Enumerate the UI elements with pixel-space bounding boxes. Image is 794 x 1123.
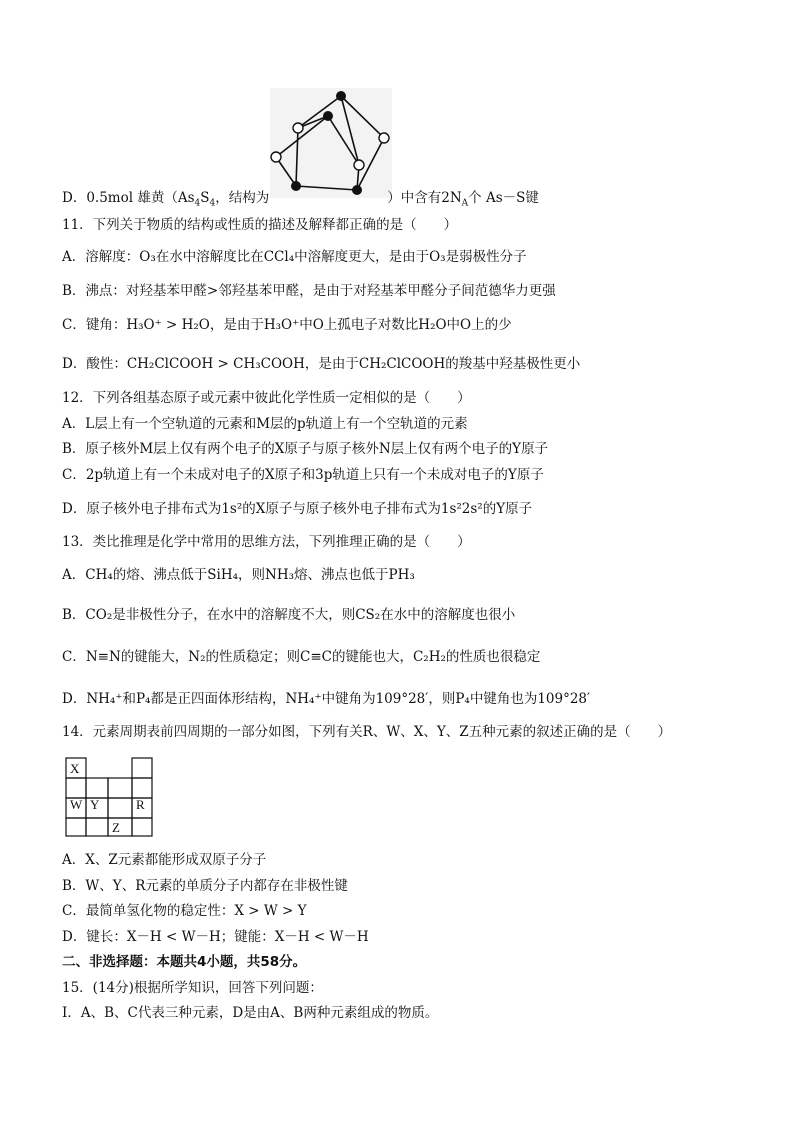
q11-option-b: B．沸点：对羟基苯甲醛>邻羟基苯甲醛，是由于对羟基苯甲醛分子间范德华力更强	[62, 283, 556, 299]
q10d-mid: ，结构为	[215, 190, 270, 206]
cell-x: X	[70, 761, 80, 776]
q11-option-d: D．酸性：CH₂ClCOOH > CH₃COOH，是由于CH₂ClCOOH的羧基中羟基极性更小	[62, 356, 581, 372]
q14-option-a: A．X、Z元素都能形成双原子分子	[62, 852, 267, 868]
cell-z: Z	[112, 820, 120, 835]
cell-w: W	[70, 797, 83, 812]
q13-option-c: C．N≡N的键能大，N₂的性质稳定；则C≡C的键能也大，C₂H₂的性质也很稳定	[62, 649, 541, 665]
section-2-heading: 二、非选择题：本题共4小题，共58分。	[62, 954, 307, 970]
q12-option-d: D．原子核外电子排布式为1s²的X原子与原子核外电子排布式为1s²2s²的Y原子	[62, 501, 533, 517]
q13-option-d: D．NH₄⁺和P₄都是正四面体形结构，NH₄⁺中键角为109°28′，则P₄中键角也为109°28′	[62, 691, 591, 707]
q15-part1: Ⅰ．A、B、C代表三种元素，D是由A、B两种元素组成的物质。	[62, 1005, 439, 1021]
q10d-label: D．0.5mol 雄黄（	[62, 190, 178, 206]
q10-option-d: D．0.5mol 雄黄（$As_4S_4$，结构为 ）中含有$2N_A$个 As－S键	[62, 190, 539, 209]
q12-option-b: B．原子核外M层上仅有两个电子的X原子与原子核外N层上仅有两个电子的Y原子	[62, 441, 549, 457]
q14-stem: 14．元素周期表前四周期的一部分如图，下列有关R、W、X、Y、Z五种元素的叙述正确的是（ ）	[62, 724, 672, 740]
periodic-table-fragment	[62, 752, 162, 838]
q11-option-a: A．溶解度：O₃在水中溶解度比在CCl₄中溶解度更大，是由于O₃是弱极性分子	[62, 249, 527, 265]
q14-option-d: D．键长：X－H < W－H；键能：X－H < W－H	[62, 929, 369, 945]
periodic-table-svg	[62, 752, 162, 838]
q14-option-b: B．W、Y、R元素的单质分子内都存在非极性键	[62, 878, 348, 894]
q15-stem: 15．(14分)根据所学知识，回答下列问题：	[62, 980, 323, 996]
as4s4-structure-svg	[270, 88, 392, 198]
q12-option-c: C．2p轨道上有一个未成对电子的X原子和3p轨道上只有一个未成对电子的Y原子	[62, 467, 544, 483]
q10d-formula: $As_4S_4$	[177, 190, 216, 209]
cell-y: Y	[90, 797, 100, 812]
q13-stem: 13．类比推理是化学中常用的思维方法，下列推理正确的是（ ）	[62, 534, 471, 550]
q12-stem: 12．下列各组基态原子或元素中彼此化学性质一定相似的是（ ）	[62, 390, 471, 406]
q12-option-a: A．L层上有一个空轨道的元素和M层的p轨道上有一个空轨道的元素	[62, 416, 468, 432]
q11-option-c: C．键角：H₃O⁺ > H₂O，是由于H₃O⁺中O上孤电子对数比H₂O中O上的少	[62, 317, 512, 333]
q11-stem: 11．下列关于物质的结构或性质的描述及解释都正确的是（ ）	[62, 217, 458, 233]
q10d-tail: ）中含有2N	[387, 190, 462, 206]
q14-option-c: C．最简单氢化物的稳定性：X > W > Y	[62, 903, 307, 919]
cell-r: R	[136, 797, 145, 812]
q13-option-a: A．CH₄的熔、沸点低于SiH₄，则NH₃熔、沸点也低于PH₃	[62, 567, 415, 583]
q13-option-b: B．CO₂是非极性分子，在水中的溶解度不大，则CS₂在水中的溶解度也很小	[62, 607, 516, 623]
as4s4-structure-figure	[270, 88, 392, 198]
